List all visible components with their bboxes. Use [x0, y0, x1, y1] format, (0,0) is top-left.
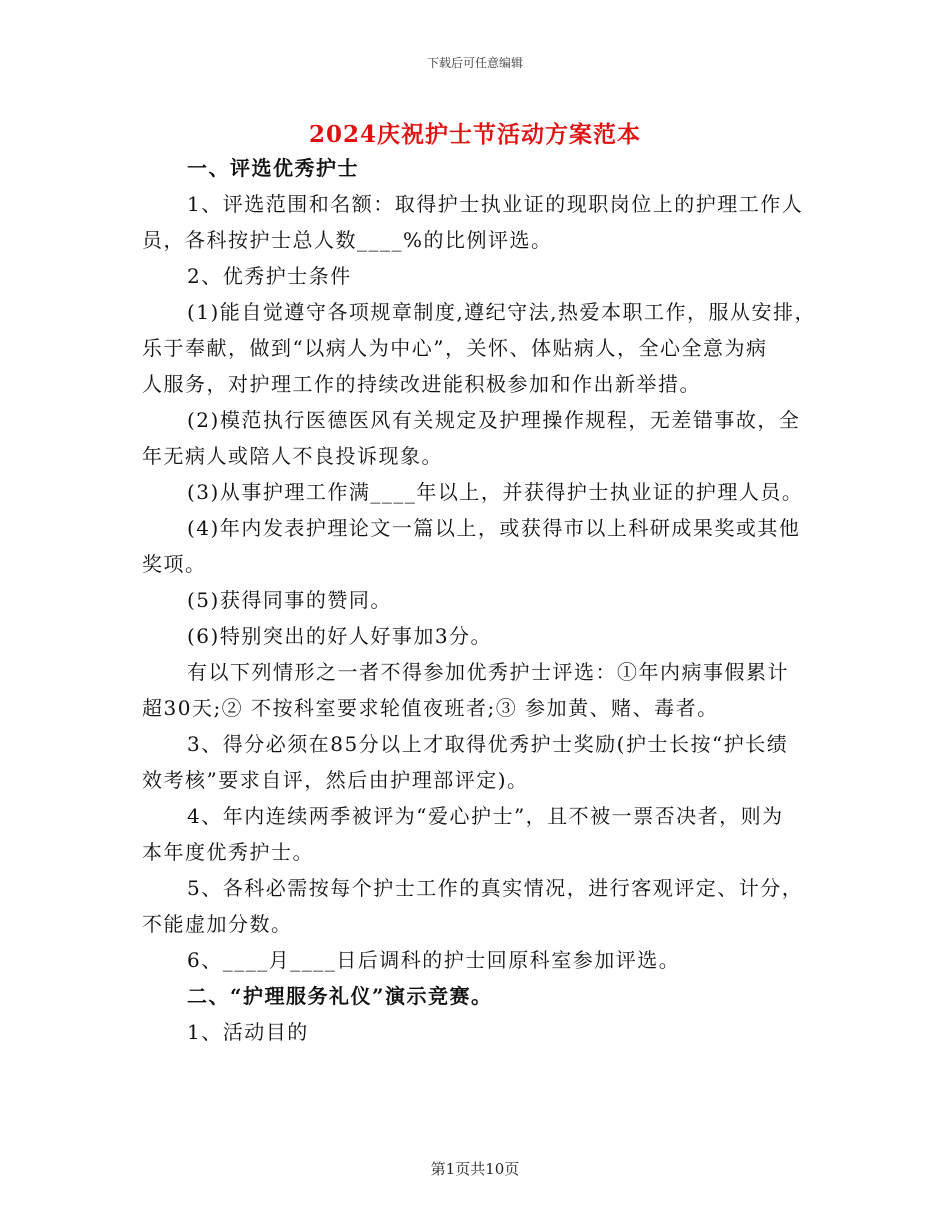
- body-line: (6)特别突出的好人好事加3分。: [187, 624, 493, 648]
- document-title: 2024庆祝护士节活动方案范本: [308, 121, 641, 148]
- body-line: 5、各科必需按每个护士工作的真实情况，进行客观评定、计分，: [187, 876, 804, 900]
- body-line: 超30天;② 不按科室要求轮值夜班者;③ 参加黄、赌、毒者。: [142, 696, 719, 720]
- body-line: 有以下列情形之一者不得参加优秀护士评选：①年内病事假累计: [187, 660, 789, 684]
- body-line: 员，各科按护士总人数____%的比例评选。: [142, 228, 553, 252]
- body-line: 1、活动目的: [187, 1020, 309, 1044]
- page-number: 第1页共10页: [430, 1160, 520, 1178]
- body-line: (5)获得同事的赞同。: [187, 588, 392, 612]
- section-heading: 一、评选优秀护士: [187, 156, 359, 180]
- body-line: 本年度优秀护士。: [142, 840, 314, 864]
- body-line: (3)从事护理工作满____年以上，并获得护士执业证的护理人员。: [187, 480, 804, 504]
- body-line: 人服务，对护理工作的持续改进能积极参加和作出新举措。: [142, 372, 701, 396]
- header-note: 下载后可任意编辑: [426, 56, 523, 70]
- body-line: 乐于奉献，做到“以病人为中心”，关怀、体贴病人，全心全意为病: [142, 336, 768, 360]
- body-line: (2)模范执行医德医风有关规定及护理操作规程，无差错事故，全: [187, 408, 801, 432]
- body-line: (4)年内发表护理论文一篇以上，或获得市以上科研成果奖或其他: [187, 516, 801, 540]
- body-line: 1、评选范围和名额：取得护士执业证的现职岗位上的护理工作人: [187, 192, 804, 216]
- body-line: 3、得分必须在85分以上才取得优秀护士奖励(护士长按“护长绩: [187, 732, 789, 756]
- body-line: 年无病人或陪人不良投诉现象。: [142, 444, 443, 468]
- body-line: 6、____月____日后调科的护士回原科室参加评选。: [187, 948, 681, 972]
- body-line: 奖项。: [142, 552, 207, 576]
- body-line: 不能虚加分数。: [142, 912, 293, 936]
- body-line: 效考核”要求自评，然后由护理部评定)。: [142, 768, 529, 792]
- document-body: [142, 150, 822, 1050]
- body-line: 2、优秀护士条件: [187, 264, 352, 288]
- body-line: (1)能自觉遵守各项规章制度,遵纪守法,热爱本职工作，服从安排，: [187, 300, 817, 324]
- body-line: 4、年内连续两季被评为“爱心护士”，且不被一票否决者，则为: [187, 804, 784, 828]
- section-heading: 二、“护理服务礼仪”演示竞赛。: [187, 984, 493, 1008]
